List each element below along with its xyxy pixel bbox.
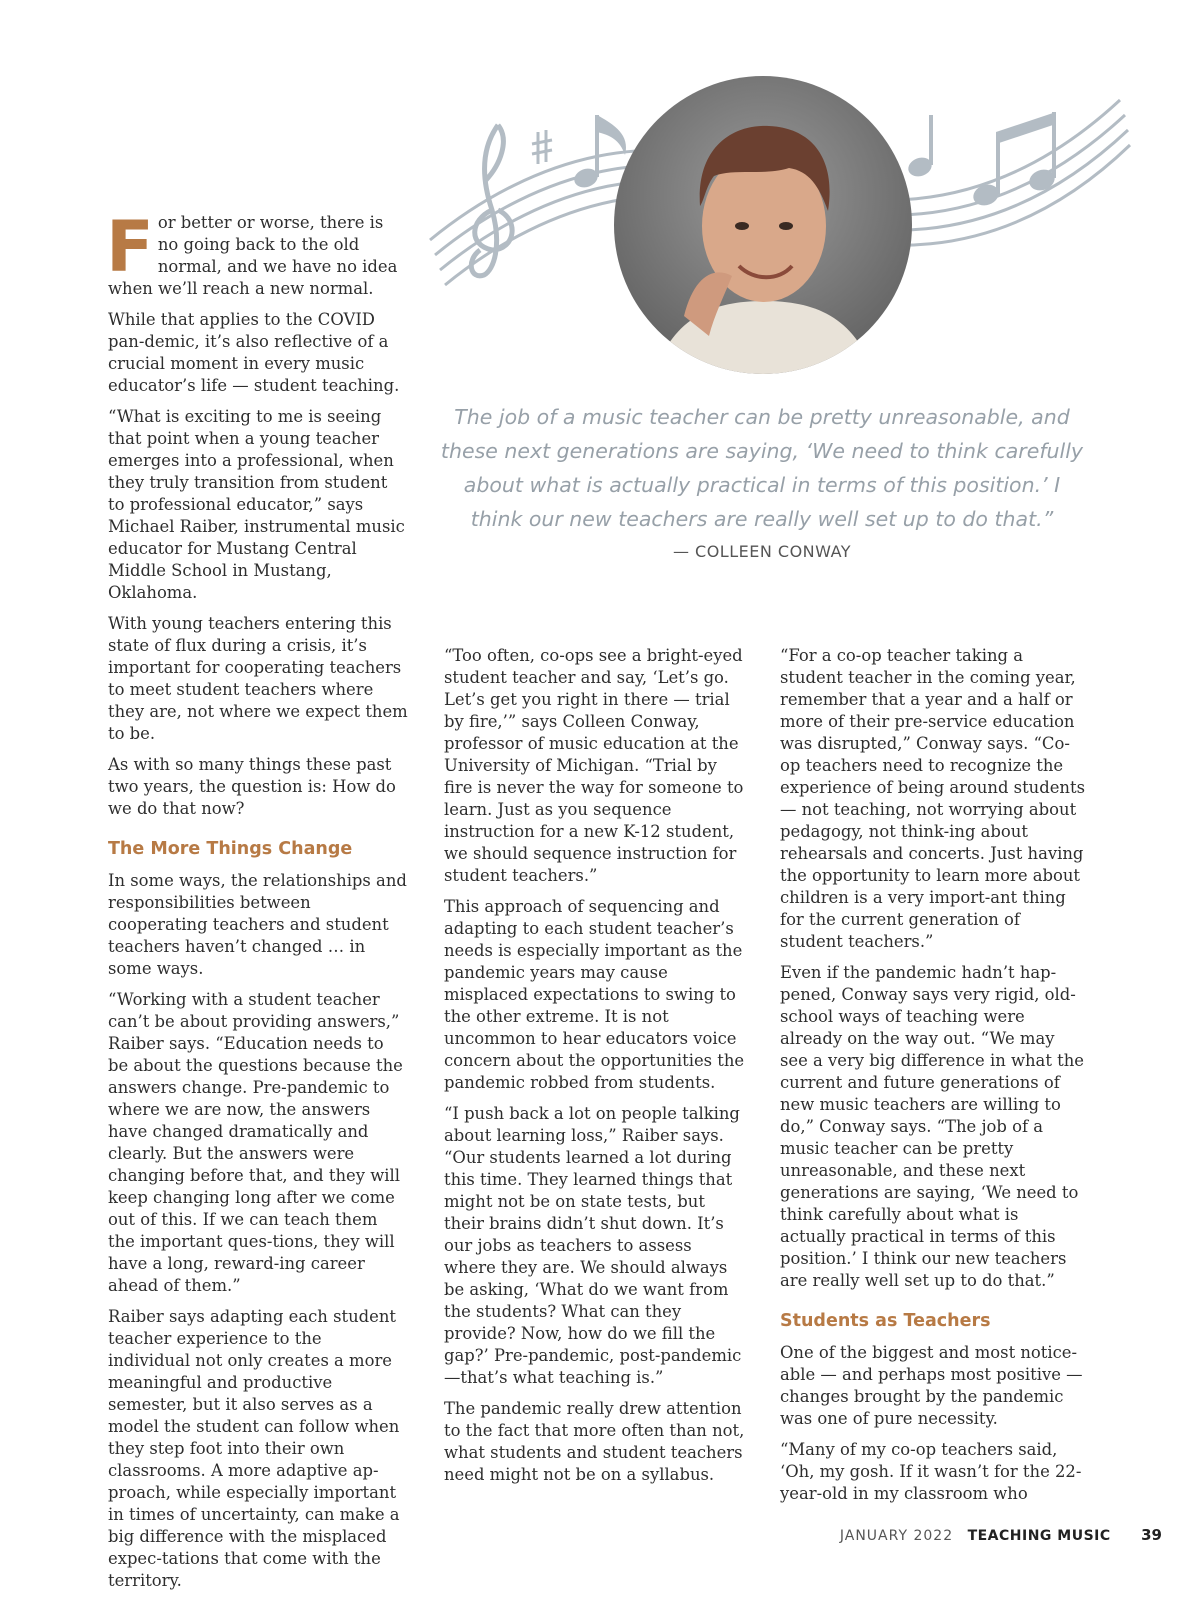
magazine-name: TEACHING MUSIC — [967, 1528, 1111, 1544]
body-paragraph: In some ways, the relationships and responsibilities between cooperating teachers and student teachers haven’t changed … in some ways. — [108, 871, 407, 978]
intro-text: or better or worse, there is no going back to the old normal, and we have no idea when we’ll reach a new normal. — [108, 213, 398, 298]
beamed-notes-icon — [970, 112, 1057, 209]
issue-date: JANUARY 2022 — [839, 1528, 954, 1544]
body-paragraph: With young teachers entering this state of flux during a crisis, it’s important for cooperating teachers to meet student teachers where they are, not where we expect them to be. — [108, 614, 408, 743]
section-heading: The More Things Change — [108, 839, 353, 859]
portrait-photo — [614, 76, 912, 374]
body-paragraph: “Working with a student teacher can’t be about providing answers,” Raiber says. “Education needs to be about the questions because the answers change. Pre-pandemic to where we are now, the answers have changed dramatically and clearly. But the answers were changing before that, and they will keep changing long after we come out of this. If we can teach them the important ques-tions, they will have a long, reward-ing career ahead of them.” — [108, 990, 403, 1295]
body-paragraph: The pandemic really drew attention to the fact that more often than not, what students and student teachers need might not be on a syllabus. — [444, 1399, 745, 1484]
body-paragraph: This approach of sequencing and adapting to each student teacher’s needs is especially important as the pandemic years may cause misplaced expectations to swing to the other extreme. It is not uncommon to hear educators voice concern about the opportunities the pandemic robbed from students. — [444, 897, 745, 1092]
sharp-icon — [532, 130, 552, 164]
pull-quote-text: The job of a music teacher can be pretty unreasonable, and these next generations are saying, ‘We need to think carefully about what is actually practical in terms of this position.’ I think our new teachers are really well set up to do that.” — [440, 405, 1084, 531]
column-3 — [780, 645, 1086, 1514]
body-paragraph: As with so many things these past two years, the question is: How do we do that now? — [108, 755, 396, 818]
pull-quote-attribution: — COLLEEN CONWAY — [672, 542, 852, 561]
page-footer — [840, 1526, 1162, 1544]
body-paragraph: Raiber says adapting each student teacher experience to the individual not only creates a more meaningful and productive semester, but it also serves as a model the student can follow when they step foot into their own classrooms. A more adaptive ap-proach, while especially important in times of uncertainty, can make a big difference with the misplaced expec-tations that come with the territory. — [108, 1307, 400, 1590]
body-paragraph: “Many of my co-op teachers said, ‘Oh, my gosh. If it wasn’t for the 22-year-old in my classroom who — [780, 1440, 1082, 1503]
quarter-note-icon — [906, 115, 935, 180]
treble-clef-icon — [471, 125, 512, 276]
pull-quote — [440, 400, 1084, 561]
body-paragraph: “For a co-op teacher taking a student teacher in the coming year, remember that a year and a half or more of their pre-service education was disrupted,” Conway says. “Co-op teachers need to recognize the experience of being around students — not teaching, not worrying about pedagogy, not think-ing about rehearsals and concerts. Just having the opportunity to learn more about children is a very import-ant thing for the current generation of student teachers.” — [780, 646, 1085, 951]
drop-cap: F — [106, 206, 154, 288]
body-paragraph: “Too often, co-ops see a bright-eyed student teacher and say, ‘Let’s go. Let’s get you right in there — trial by fire,’” says Colleen Conway, professor of music education at the University of Michigan. “Trial by fire is never the way for someone to learn. Just as you sequence instruction for a new K-12 student, we should sequence instruction for student teachers.” — [444, 646, 744, 885]
column-2 — [444, 645, 746, 1495]
body-paragraph: One of the biggest and most notice-able — and perhaps most positive — changes brought by the pandemic was one of pure necessity. — [780, 1343, 1083, 1428]
body-paragraph: “What is exciting to me is seeing that point when a young teacher emerges into a professional, when they truly transition from student to professional educator,” says Michael Raiber, instrumental music educator for Mustang Central Middle School in Mustang, Oklahoma. — [108, 407, 405, 602]
page-number: 39 — [1141, 1526, 1162, 1544]
body-paragraph: “I push back a lot on people talking about learning loss,” Raiber says. “Our students learned a lot during this time. They learned things that might not be on state tests, but their brains didn’t shut down. It’s our jobs as teachers to assess where they are. We should always be asking, ‘What do we want from the students? What can they provide? Now, how do we fill the gap?’ Pre-pandemic, post-pandemic —that’s what teaching is.” — [444, 1104, 742, 1387]
section-heading: Students as Teachers — [780, 1311, 991, 1331]
body-paragraph: Even if the pandemic hadn’t hap-pened, Conway says very rigid, old-school ways of teaching were already on the way out. “We may see a very big difference in what the current and future generations of new music teachers are willing to do,” Conway says. “The job of a music teacher can be pretty unreasonable, and these next generations are saying, ‘We need to think carefully about what is actually practical in terms of this position.’ I think our new teachers are really well set up to do that.” — [780, 963, 1084, 1290]
intro-paragraph — [106, 206, 408, 300]
column-1 — [106, 206, 408, 1601]
body-paragraph: While that applies to the COVID pan-demic, it’s also reflective of a crucial moment in every music educator’s life — student teaching. — [108, 310, 400, 395]
